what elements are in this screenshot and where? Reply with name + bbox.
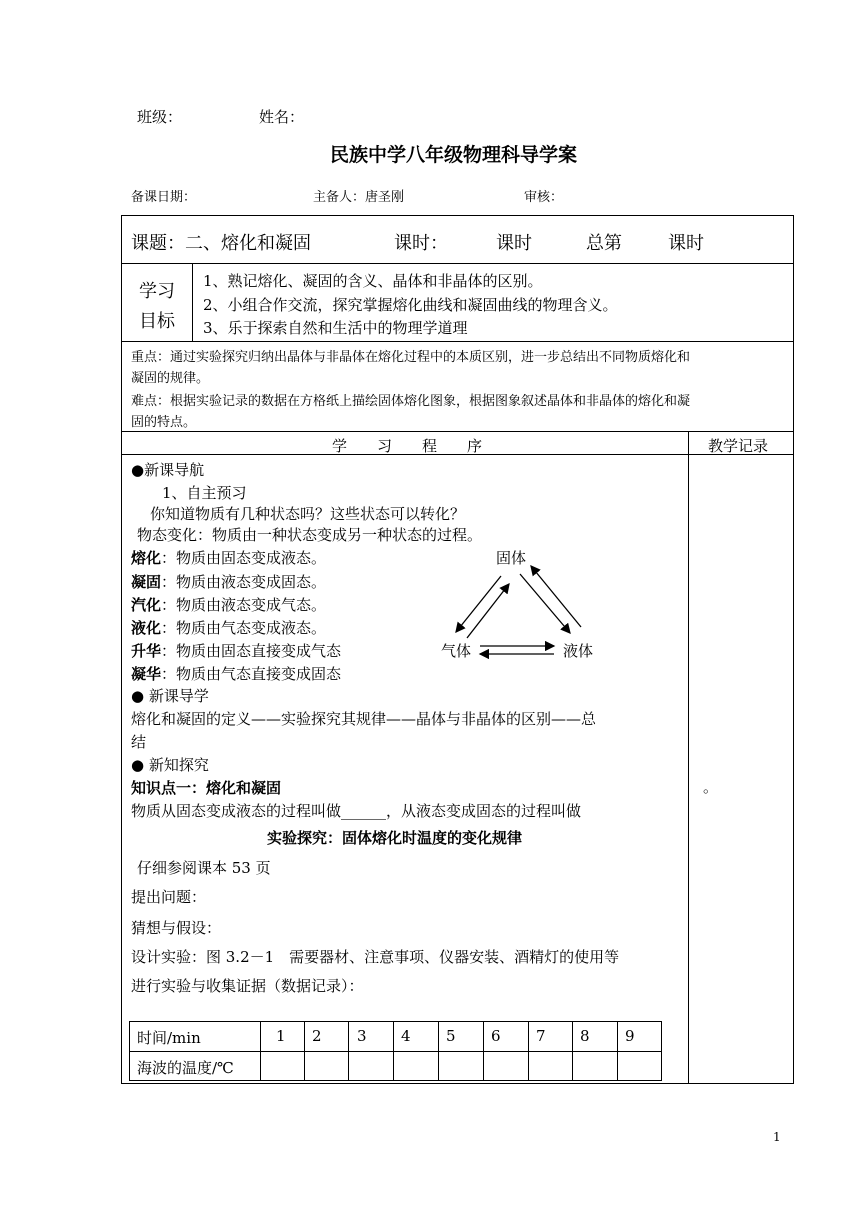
topic-hours-unit: 课时: [496, 233, 532, 254]
table-row-label-temperature: 海波的温度/℃: [137, 1059, 234, 1077]
page-title: 民族中学八年级物理科导学案: [330, 144, 578, 166]
fill-blank-sentence: 物质从固态变成液态的过程叫做______，从液态变成固态的过程叫做: [131, 802, 582, 820]
guide-text: 熔化和凝固的定义——实验探究其规律——晶体与非晶体的区别——总: [131, 710, 597, 728]
goals-label-line1: 学习: [139, 281, 175, 302]
table-row-label-time: 时间/min: [137, 1029, 201, 1047]
table-cell-time: 6: [491, 1027, 501, 1045]
topic-total-unit: 课时: [668, 233, 704, 254]
diagram-gas-label: 气体: [441, 642, 472, 660]
definition-liquefying: 液化：物质由气态变成液态。: [131, 619, 327, 637]
process-header: 学 习 程 序: [332, 437, 483, 455]
topic-total-label: 总第: [586, 233, 622, 254]
read-book-instruction: 仔细参阅课本 53 页: [137, 859, 271, 877]
question-text: 你知道物质有几种状态吗？这些状态可以转化？: [150, 505, 466, 523]
page-number: 1: [773, 1130, 781, 1144]
prep-date-label: 备课日期：: [131, 190, 197, 205]
table-cell-time: 9: [625, 1027, 635, 1045]
section-explore: ● 新知探究: [131, 756, 209, 774]
class-label: 班级：: [137, 108, 183, 126]
definition-sublimation: 升华：物质由固态直接变成气态: [131, 642, 342, 660]
table-cell-time: 3: [357, 1027, 367, 1045]
section-nav: ●新课导航: [131, 461, 205, 479]
diagram-liquid-label: 液体: [563, 642, 594, 660]
section-guide: ● 新课导学: [131, 687, 209, 705]
definition-desublimation: 凝华：物质由气态直接变成固态: [131, 665, 342, 683]
table-cell-time: 8: [580, 1027, 590, 1045]
table-cell-time: 4: [401, 1027, 411, 1045]
definition-vaporizing: 汽化：物质由液态变成气态。: [131, 596, 327, 614]
collect-data-text: 进行实验与收集证据（数据记录）：: [131, 977, 364, 995]
change-definition: 物态变化：物质由一种状态变成另一种状态的过程。: [137, 526, 483, 544]
focus-line: 重点：通过实验探究归纳出晶体与非晶体在熔化过程中的本质区别，进一步总结出不同物质熔化和: [131, 350, 691, 365]
difficulty-line: 难点：根据实验记录的数据在方格纸上描绘固体熔化图象，根据图象叙述晶体和非晶体的熔化和凝: [131, 394, 691, 409]
goal-item: 1、熟记熔化、凝固的含义、晶体和非晶体的区别。: [203, 272, 543, 290]
guide-text: 结: [131, 733, 147, 751]
goals-label-line2: 目标: [139, 311, 175, 332]
goal-item: 2、小组合作交流，探究掌握熔化曲线和凝固曲线的物理含义。: [203, 296, 618, 314]
preview-heading: 1、自主预习: [162, 484, 247, 502]
diagram-solid-label: 固体: [496, 549, 527, 567]
knowledge-point-title: 知识点一：熔化和凝固: [131, 779, 282, 797]
ask-question-label: 提出问题：: [131, 888, 207, 906]
preparer-label: 主备人：唐圣刚: [313, 190, 405, 205]
focus-line: 凝固的规律。: [131, 371, 210, 386]
difficulty-line: 固的特点。: [131, 415, 197, 430]
definition-solidifying: 凝固：物质由液态变成固态。: [131, 573, 327, 591]
name-label: 姓名：: [259, 108, 305, 126]
reviewer-label: 审核：: [524, 190, 564, 205]
hypothesis-label: 猜想与假设：: [131, 919, 222, 937]
table-cell-time: 1: [276, 1027, 286, 1045]
record-header: 教学记录: [708, 437, 769, 455]
topic-title: 课题：二、熔化和凝固: [131, 233, 311, 254]
design-experiment-text: 设计实验：图 3.2－1 需要器材、注意事项、仪器安装、酒精灯的使用等: [131, 948, 620, 966]
topic-hours-label: 课时：: [394, 233, 448, 254]
record-mark: 。: [703, 778, 719, 796]
state-change-diagram: [430, 560, 610, 660]
goal-item: 3、乐于探索自然和生活中的物理学道理: [203, 319, 468, 337]
experiment-title: 实验探究：固体熔化时温度的变化规律: [267, 829, 523, 847]
definition-melting: 熔化：物质由固态变成液态。: [131, 549, 327, 567]
table-cell-time: 7: [536, 1027, 546, 1045]
table-cell-time: 5: [446, 1027, 456, 1045]
table-cell-time: 2: [312, 1027, 322, 1045]
